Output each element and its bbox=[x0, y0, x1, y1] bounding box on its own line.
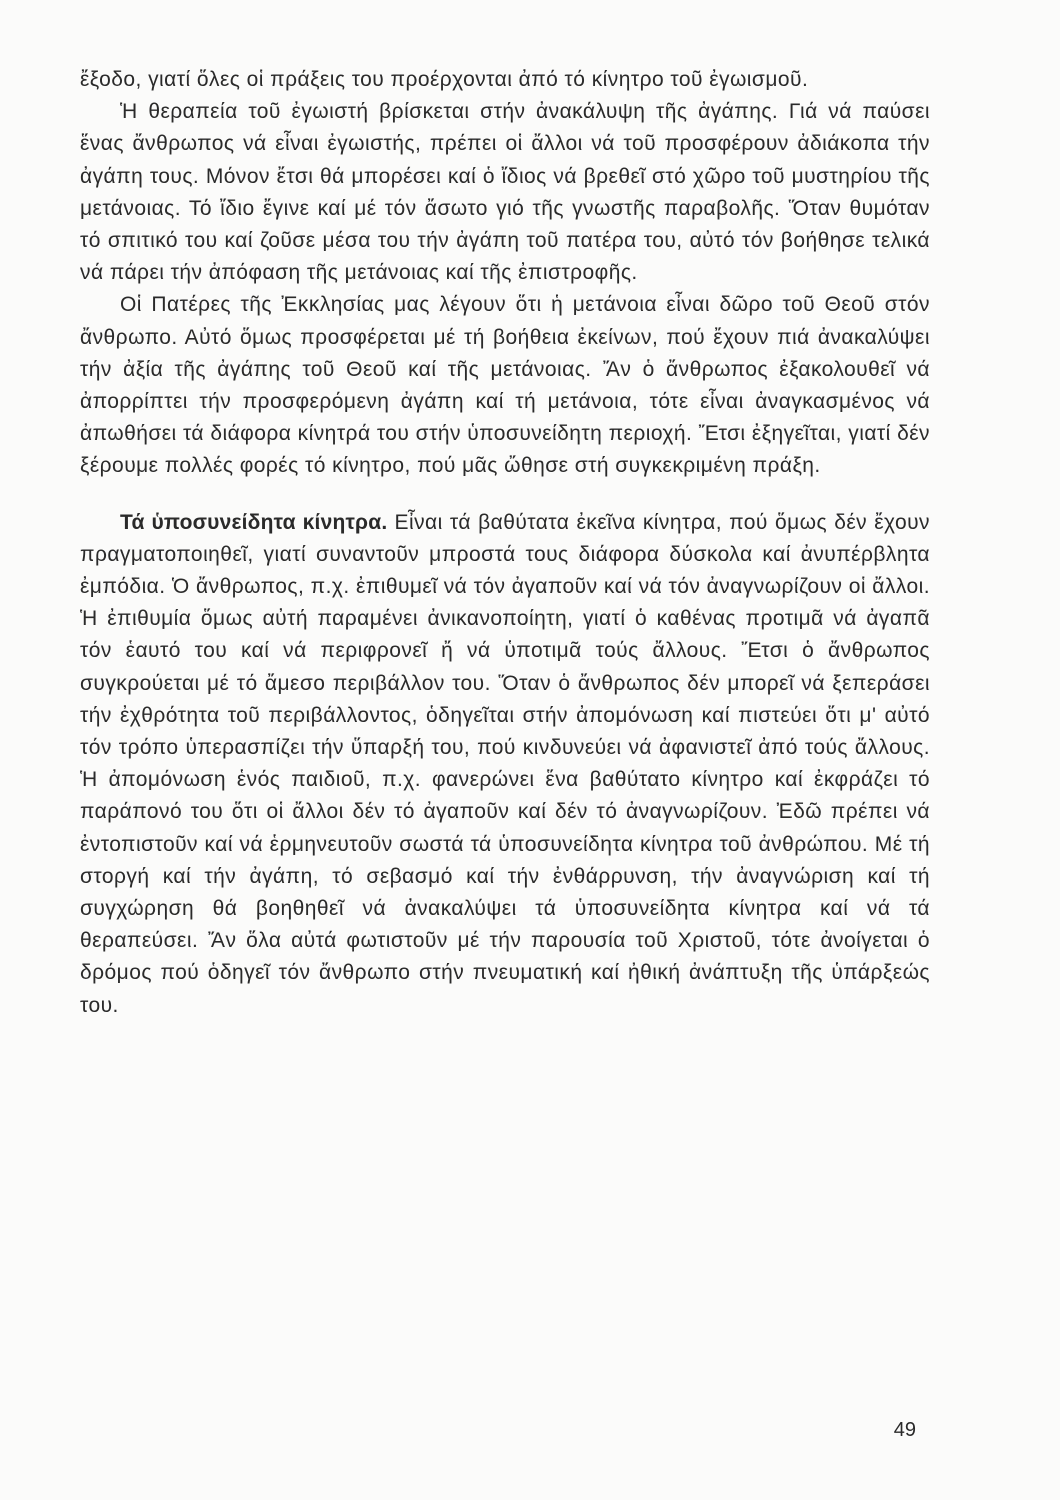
paragraph-continuation: ἔξοδο, γιατί ὅλες οἱ πράξεις του προέρχονται ἀπό τό κίνητρο τοῦ ἐγωισμοῦ. bbox=[80, 68, 809, 91]
body-text bbox=[80, 64, 930, 1022]
section-heading: Τά ὑποσυνείδητα κίνητρα. bbox=[120, 510, 388, 534]
paragraph-therapy-of-egoist: Ἡ θεραπεία τοῦ ἐγωιστή βρίσκεται στήν ἀνακάλυψη τῆς ἀγάπης. Γιά νά παύσει ἕνας ἄνθρωπος νά εἶναι ἐγωιστής, πρέπει οἱ ἄλλοι νά τοῦ προσφέρουν ἀδιάκοπα τήν ἀγάπη τους. Μόνον ἔτσι θά μπορέσει καί ὁ ἴδιος νά βρεθεῖ στό χῶρο τοῦ μυστηρίου τῆς μετάνοιας. Τό ἴδιο ἔγινε καί μέ τόν ἄσωτο γιό τῆς γνωστῆς παραβολῆς. Ὅταν θυμόταν τό σπιτικό του καί ζοῦσε μέσα του τήν ἀγάπη τοῦ πατέρα του, αὐτό τόν βοήθησε τελικά νά πάρει τήν ἀπόφαση τῆς μετάνοιας καί τῆς ἐπιστροφῆς. bbox=[80, 100, 930, 285]
paragraph-subconscious-motives bbox=[80, 507, 930, 1022]
page-number: 49 bbox=[893, 1419, 916, 1441]
paragraph-church-fathers: Οἱ Πατέρες τῆς Ἐκκλησίας μας λέγουν ὅτι ἡ μετάνοια εἶναι δῶρο τοῦ Θεοῦ στόν ἄνθρωπο. Αὐτό ὅμως προσφέρεται μέ τή βοήθεια ἐκείνων, πού ἔχουν πιά ἀνακαλύψει τήν ἀξία τῆς ἀγάπης τοῦ Θεοῦ καί τῆς μετάνοιας. Ἄν ὁ ἄνθρωπος ἐξακολουθεῖ νά ἀπορρίπτει τήν προσφερόμενη ἀγάπη καί τή μετάνοια, τότε εἶναι ἀναγκασμένος νά ἀπωθήσει τά διάφορα κίνητρά του στήν ὑποσυνείδητη περιοχή. Ἔτσι ἐξηγεῖται, γιατί δέν ξέρουμε πολλές φορές τό κίνητρο, πού μᾶς ὤθησε στή συγκεκριμένη πράξη. bbox=[80, 293, 930, 478]
section-body-text: Εἶναι τά βαθύτατα ἐκεῖνα κίνητρα, πού ὅμως δέν ἔχουν πραγματοποιηθεῖ, γιατί συναντοῦν μπροστά τους διάφορα δύσκολα καί ἀνυπέρβλητα ἐμπόδια. Ὁ ἄνθρωπος, π.χ. ἐπιθυμεῖ νά τόν ἀγαποῦν καί νά τόν ἀναγνωρίζουν οἱ ἄλλοι. Ἡ ἐπιθυμία ὅμως αὐτή παραμένει ἀνικανοποίητη, γιατί ὁ καθένας προτιμᾶ νά ἀγαπᾶ τόν ἑαυτό του καί νά περιφρονεῖ ἤ νά ὑποτιμᾶ τούς ἄλλους. Ἔτσι ὁ ἄνθρωπος συγκρούεται μέ τό ἄμεσο περιβάλλον του. Ὅταν ὁ ἄνθρωπος δέν μπορεῖ νά ξεπεράσει τήν ἐχθρότητα τοῦ περιβάλλοντος, ὁδηγεῖται στήν ἀπομόνωση καί πιστεύει ὅτι μ' αὐτό τόν τρόπο ὑπερασπίζει τήν ὕπαρξή του, πού κινδυνεύει νά ἀφανιστεῖ ἀπό τούς ἄλλους. Ἡ ἀπομόνωση ἑνός παιδιοῦ, π.χ. φανερώνει ἕνα βαθύτατο κίνητρο καί ἐκφράζει τό παράπονό του ὅτι οἱ ἄλλοι δέν τό ἀγαποῦν καί δέν τό ἀναγνωρίζουν. Ἐδῶ πρέπει νά ἐντοπιστοῦν καί νά ἑρμηνευτοῦν σωστά τά ὑποσυνείδητα κίνητρα τοῦ ἀνθρώπου. Μέ τή στοργή καί τήν ἀγάπη, τό σεβασμό καί τήν ἐνθάρρυνση, τήν ἀναγνώριση καί τή συγχώρηση θά βοηθηθεῖ νά ἀνακαλύψει τά ὑποσυνείδητα κίνητρα καί νά τά θεραπεύσει. Ἄν ὅλα αὐτά φωτιστοῦν μέ τήν παρουσία τοῦ Χριστοῦ, τότε ἀνοίγεται ὁ δρόμος πού ὁδηγεῖ τόν ἄνθρωπο στήν πνευματική καί ἠθική ἀνάπτυξη τῆς ὑπάρξεώς του. bbox=[80, 510, 930, 1017]
